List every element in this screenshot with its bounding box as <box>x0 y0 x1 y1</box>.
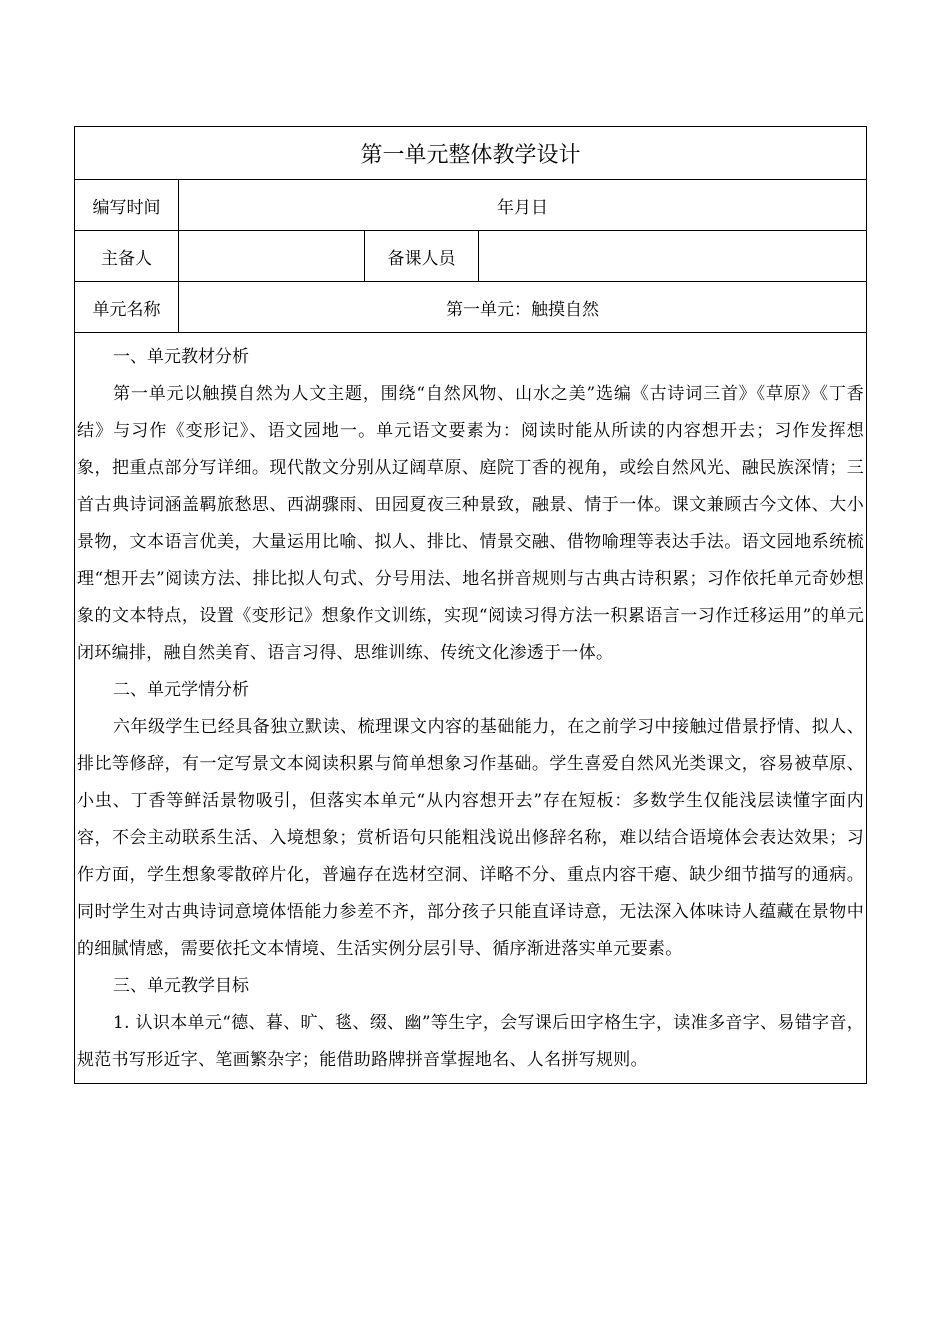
section-paragraph: 第一单元以触摸自然为人文主题，围绕“自然风物、山水之美”选编《古诗词三首》《草原》《丁香结》与习作《变形记》、语文园地一。单元语文要素为：阅读时能从所读的内容想开去；习作发挥想象，把重点部分写详细。现代散文分别从辽阔草原、庭院丁香的视角，或绘自然风光、融民族深情；三首古典诗词涵盖羁旅愁思、西湖骤雨、田园夏夜三种景致，融景、情于一体。课文兼顾古今文体、大小景物，文本语言优美，大量运用比喻、拟人、排比、情景交融、借物喻理等表达手法。语文园地系统梳理“想开去”阅读方法、排比拟人句式、分号用法、地名拼音规则与古典古诗积累；习作依托单元奇妙想象的文本特点，设置《变形记》想象作文训练，实现“阅读习得方法一积累语言一习作迁移运用”的单元闭环编排，融自然美育、语言习得、思维训练、传统文化渗透于一体。 <box>77 384 865 663</box>
write-time-value: 年月日 <box>179 180 867 231</box>
section-heading: 一、单元教材分析 <box>113 347 249 367</box>
unit-name-label: 单元名称 <box>75 282 179 333</box>
section-paragraph: 1. 认识本单元“德、暮、旷、毯、缀、幽”等生字，会写课后田字格生字，读准多音字、易错字音，规范书写形近字、笔画繁杂字；能借助路牌拼音掌握地名、人名拼写规则。 <box>77 1013 865 1070</box>
section-heading: 二、单元学情分析 <box>113 680 249 700</box>
team-members-label: 备课人员 <box>365 231 479 282</box>
write-time-label: 编写时间 <box>75 180 179 231</box>
document-title: 第一单元整体教学设计 <box>75 127 867 180</box>
content-cell <box>75 333 867 1084</box>
section-heading: 三、单元教学目标 <box>113 976 249 996</box>
lead-preparer-label: 主备人 <box>75 231 179 282</box>
lead-preparer-value <box>179 231 365 282</box>
section-paragraph: 六年级学生已经具备独立默读、梳理课文内容的基础能力，在之前学习中接触过借景抒情、拟人、排比等修辞，有一定写景文本阅读积累与简单想象习作基础。学生喜爱自然风光类课文，容易被草原、小虫、丁香等鲜活景物吸引，但落实本单元“从内容想开去”存在短板：多数学生仅能浅层读懂字面内容，不会主动联系生活、入境想象；赏析语句只能粗浅说出修辞名称，难以结合语境体会表达效果；习作方面，学生想象零散碎片化，普遍存在选材空洞、详略不分、重点内容干瘪、缺少细节描写的通病。同时学生对古典诗词意境体悟能力参差不齐，部分孩子只能直译诗意，无法深入体味诗人蕴藏在景物中的细腻情感，需要依托文本情境、生活实例分层引导、循序渐进落实单元要素。 <box>77 717 865 959</box>
lesson-plan-table <box>74 126 867 1084</box>
team-members-value <box>479 231 867 282</box>
unit-name-value: 第一单元：触摸自然 <box>179 282 867 333</box>
